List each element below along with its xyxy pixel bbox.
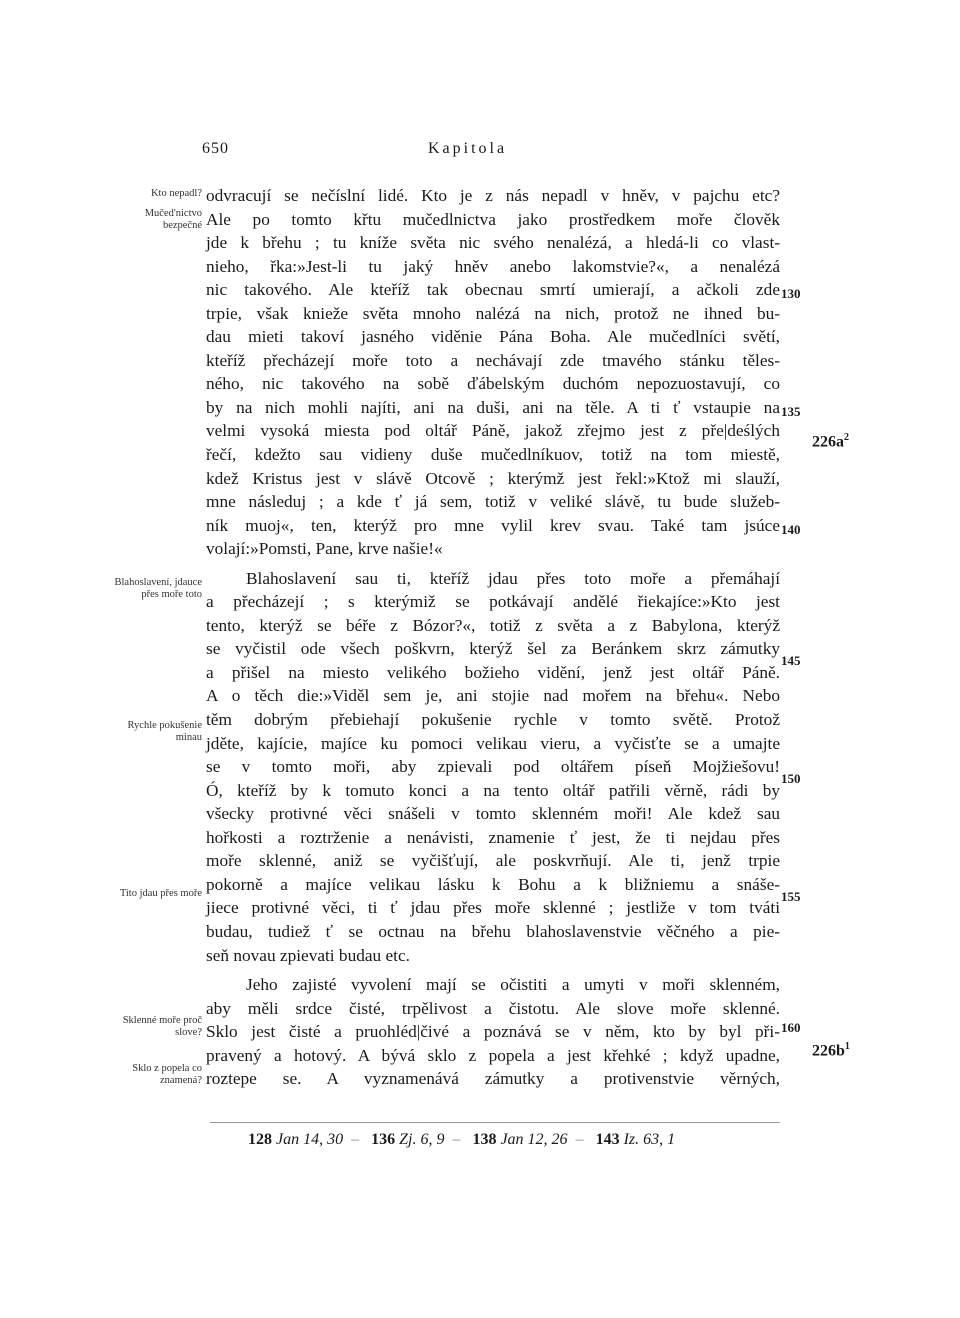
text-line: všecky protivné věci snášeli v tomto sklenném moři! Ale kdež sau [206, 804, 780, 824]
text-line: volají:»Pomsti, Pane, krve našie!« [206, 539, 443, 559]
line-number: 155 [781, 889, 801, 904]
text-line: nic takového. Ale kteříž tak obecnau smrtí umierají, a ačkoli zde [206, 280, 780, 300]
text-line: velmi vysoká miesta pod oltář Páně, jakož zřejmo jest z pře|deślých [206, 421, 780, 441]
text-line: jde k břehu ; tu kníže světa nic svého nenalézá, a hledá-li co vlast- [206, 233, 780, 253]
margin-note: Blahoslavení, jdauce přes moře toto [114, 577, 202, 600]
footnote-rule [210, 1122, 780, 1123]
text-line: dau mieti takoví jasného viděnie Pána Boha. Ale mučedlníci světí, [206, 327, 780, 347]
text-line: Jeho zajisté vyvolení mají se očistiti a umyti v moři sklenném, [246, 975, 780, 995]
footnote-number: 143 [595, 1131, 620, 1148]
text-line: nieho, řka:»Jest-li tu jaký hněv anebo lakomstvie?«, a nenalézá [206, 256, 780, 276]
line-number: 135 [781, 404, 801, 419]
text-line: a přecházejí ; s kterýmiž se potkávají andělé řiekajíce:»Kto jest [206, 592, 780, 612]
line-number: 130 [781, 286, 801, 301]
text-line: by na nich mohli najíti, ani na duši, ani na těle. A ti ť vstaupie na [206, 397, 780, 417]
footnote-ref: Iz. 63, 1 [623, 1131, 676, 1148]
text-line: kteříž přecházejí moře toto a nechávají zde tmavého stánku těles- [206, 350, 780, 370]
running-head: Kapitola [428, 140, 508, 157]
text-line: se vyčistil ode všech poškvrn, kterýž šel za Beránkem skrz zámutky [206, 639, 780, 659]
text-line: hořkosti a roztrženie a nenávisti, znamenie ť jest, že ti nejdau přes [206, 827, 780, 847]
text-line: trpie, však knieže světa mnoho nalézá na nich, protož ne ihned bu- [206, 303, 780, 323]
margin-note: Tito jdau přes moře [119, 888, 202, 899]
line-number: 140 [781, 522, 801, 537]
text-line: Blahoslavení sau ti, kteříž jdau přes toto moře a přemáhají [246, 568, 780, 588]
line-number: 160 [781, 1020, 801, 1035]
text-line: roztepe se. A vyznamenává zámutky a protivenstvie věrných, [206, 1069, 780, 1089]
folio-reference: $226b^1$ [812, 1041, 850, 1060]
text-line: Ale po tomto křtu mučedlnictva jako prostředkem moře člověk [206, 209, 780, 229]
text-line: řečí, kdežto sau vidieny duše mučedlníkuov, totiž na tom miestě, [206, 445, 780, 465]
text-line: Sklo jest čisté a pruohléd|čivé a poznává se v něm, kto by byl při- [206, 1022, 780, 1042]
margin-note: Rychle pokušenie minau [127, 720, 202, 743]
main-text [206, 184, 780, 1091]
text-line: jděte, kajície, majíce ku pomoci velikau vieru, a vyčisťte se a umajte [206, 733, 780, 753]
footnote-ref: Zj. 6, 9 [399, 1131, 445, 1148]
text-line: odvracují se nečíslní lidé. Kto je z nás nepadl v hněv, v pajchu etc? [206, 186, 780, 205]
text-line: pravený a hotový. A bývá sklo z popela a jest křehké ; když upadne, [206, 1045, 780, 1065]
footnote-ref: Jan 12, 26 [500, 1131, 568, 1148]
text-line: kdež Kristus jest v slávě Otcově ; kterýmž jest řekl:»Ktož mi slauží, [206, 468, 780, 488]
text-line: ník muoj«, ten, kterýž pro mne vylil krev svau. Také tam jsúce [206, 515, 780, 535]
text-line: jiece protivné věci, ti ť jdau přes moře sklenné ; jestliže v tom tváti [206, 898, 780, 918]
text-line: mne následuj ; a kde ť já sem, totiž v veliké slávě, tu bude služeb- [206, 492, 780, 512]
text-line: se v tomto moři, aby zpievali pod oltářem píseň Mojžiešovu! [206, 757, 780, 777]
text-line: a přišel na miesto velikého božieho vidění, jenž jest oltář Páně. [206, 662, 780, 682]
footnote-number: 128 [248, 1131, 272, 1148]
margin-note: Mučed'nictvo bezpečné [144, 208, 202, 231]
footnote-number: 138 [472, 1131, 497, 1148]
line-number: 150 [781, 771, 801, 786]
footnote-ref: Jan 14, 30 [276, 1131, 344, 1148]
text-line: pokorně a majíce velikau lásku k Bohu a k bližniemu a snáše- [206, 874, 780, 894]
text-line: aby měli srdce čisté, trpělivost a čistotu. Ale slove moře sklenné. [206, 998, 780, 1018]
footnote-number: 136 [371, 1131, 396, 1148]
text-line: budau, tudiež ť se octnau na břehu blahoslavenstvie věčného a pie- [206, 921, 780, 941]
page-number: 650 [202, 140, 229, 157]
folio-reference: $226a^2$ [812, 432, 849, 451]
text-line: tento, kterýž se béře z Bózor?«, totiž z světa a z Babylona, kterýž [206, 615, 780, 635]
margin-note: Sklo z popela co znamená? [132, 1063, 202, 1086]
text-line: seň novau zpievati budau etc. [206, 945, 410, 965]
footnotes: 128 Jan 14, 30 – 136 Zj. 6, 9 – 138 Jan 12, 26 – 143 Iz. 63, 1 [248, 1131, 676, 1148]
line-number: 145 [781, 653, 801, 668]
text-line: ného, nic takového na sobě ďábelským duchóm nepozuostavují, co [206, 374, 780, 394]
text-line: moře sklenné, aniž se vyčišťují, ale poskvrňují. Ale ti, jenž trpie [206, 851, 780, 871]
text-line: A o těch die:»Viděl sem je, ani stojie nad mořem na břehu«. Nebo [206, 686, 780, 706]
text-line: těm dobrým přebiehají pokušenie rychle v tomto světě. Protož [206, 710, 780, 730]
page-header [0, 140, 960, 164]
text-line: Ó, kteříž by k tomuto konci a na tento oltář patřili věrně, rádi by [206, 780, 780, 800]
margin-note: Kto nepadl? [150, 188, 202, 199]
margin-note: Sklenné moře proč slove? [122, 1015, 202, 1038]
